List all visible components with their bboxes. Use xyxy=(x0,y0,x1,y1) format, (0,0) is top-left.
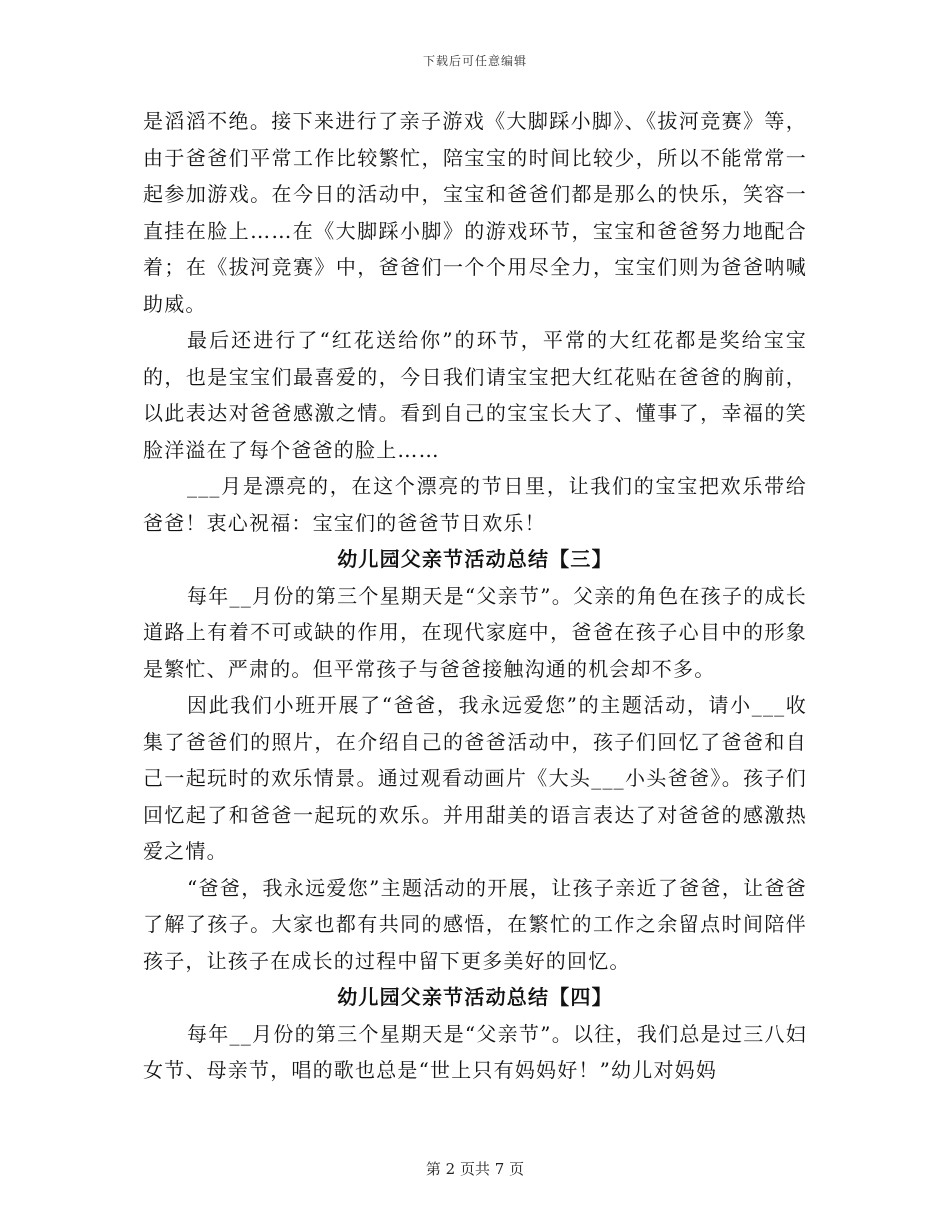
paragraph-5: 因此我们小班开展了“爸爸，我永远爱您”的主题活动，请小___收集了爸爸们的照片，在介绍自己的爸爸活动中，孩子们回忆了爸爸和自己一起玩时的欢乐情景。通过观看动画片《大头___小头爸爸》。孩子们回忆起了和爸爸一起玩的欢乐。并用甜美的语言表达了对爸爸的感激热爱之情。 xyxy=(143,693,807,863)
paragraph-7: 每年__月份的第三个星期天是“父亲节”。以往，我们总是过三八妇女节、母亲节，唱的歌也总是“世上只有妈妈好！”幼儿对妈妈 xyxy=(143,1021,807,1082)
paragraph-4: 每年__月份的第三个星期天是“父亲节”。父亲的角色在孩子的成长道路上有着不可或缺的作用，在现代家庭中，爸爸在孩子心目中的形象是繁忙、严肃的。但平常孩子与爸爸接触沟通的机会却不多。 xyxy=(143,583,807,681)
page-number: 第 2 页共 7 页 xyxy=(425,1160,525,1178)
paragraph-2: 最后还进行了“红花送给你”的环节，平常的大红花都是奖给宝宝的，也是宝宝们最喜爱的，今日我们请宝宝把大红花贴在爸爸的胸前，以此表达对爸爸感激之情。看到自己的宝宝长大了、懂事了，幸福的笑脸洋溢在了每个爸爸的脸上…… xyxy=(143,328,807,462)
section-title-3: 幼儿园父亲节活动总结【三】 xyxy=(337,547,613,571)
paragraph-3: ___月是漂亮的，在这个漂亮的节日里，让我们的宝宝把欢乐带给爸爸！衷心祝福：宝宝们的爸爸节日欢乐！ xyxy=(143,474,807,535)
paragraph-6: “爸爸，我永远爱您”主题活动的开展，让孩子亲近了爸爸，让爸爸了解了孩子。大家也都有共同的感悟，在繁忙的工作之余留点时间陪伴孩子，让孩子在成长的过程中留下更多美好的回忆。 xyxy=(143,875,807,973)
paragraph-1: 是滔滔不绝。接下来进行了亲子游戏《大脚踩小脚》、《拔河竞赛》等，由于爸爸们平常工作比较繁忙，陪宝宝的时间比较少，所以不能常常一起参加游戏。在今日的活动中，宝宝和爸爸们都是那么的快乐，笑容一直挂在脸上……在《大脚踩小脚》的游戏环节，宝宝和爸爸努力地配合着；在《拔河竞赛》中，爸爸们一个个用尽全力，宝宝们则为爸爸呐喊助威。 xyxy=(143,109,807,316)
header-note: 下载后可任意编辑 xyxy=(422,54,527,68)
document-body xyxy=(143,103,807,1089)
section-title-4: 幼儿园父亲节活动总结【四】 xyxy=(337,985,613,1009)
